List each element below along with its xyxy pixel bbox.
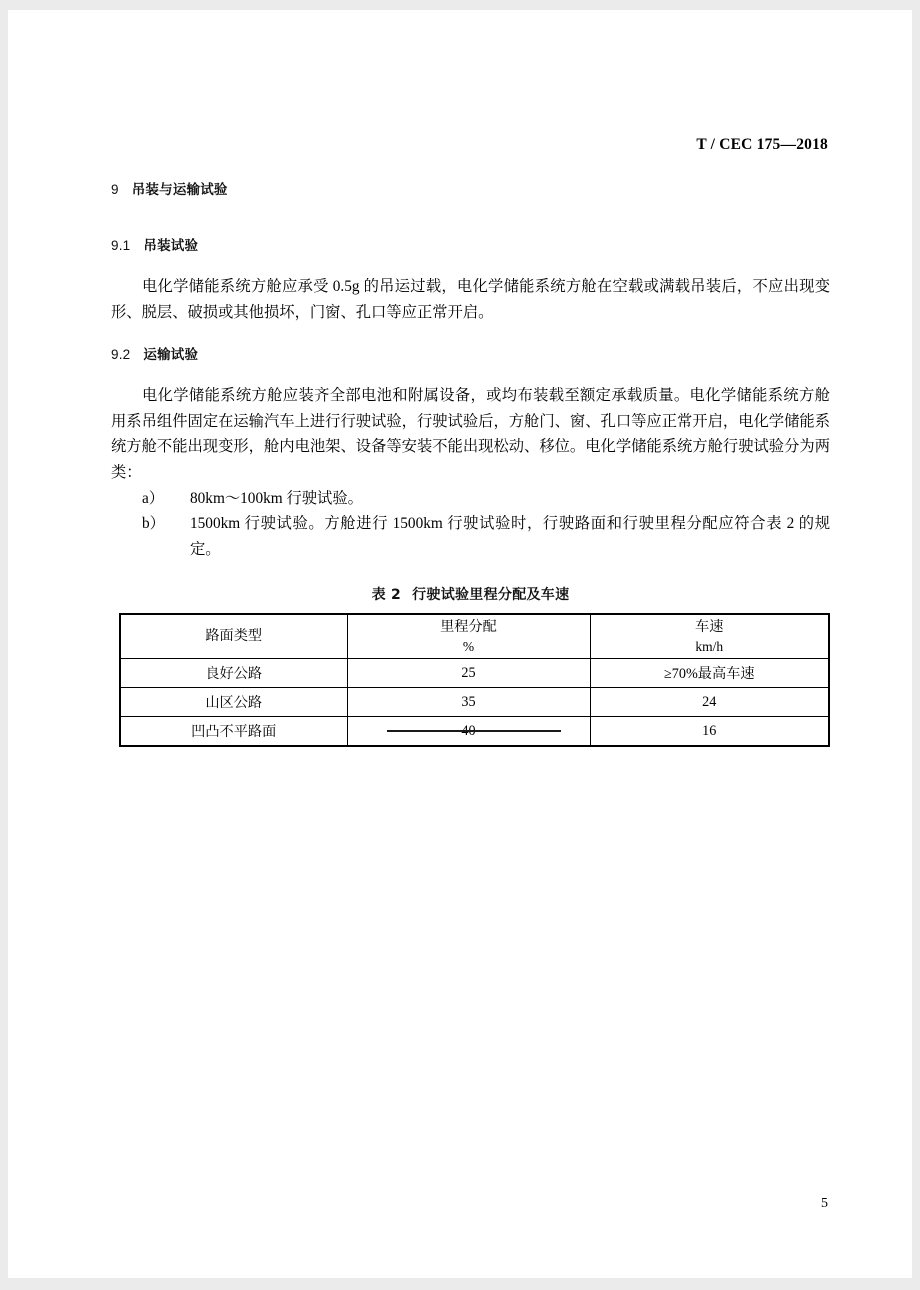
column-header-road-type xyxy=(120,614,347,659)
list-9-2 xyxy=(111,486,830,563)
clause-heading-9-2 xyxy=(111,343,830,363)
paragraph-9-1: 电化学储能系统方舱应承受 0.5g 的吊运过载，电化学储能系统方舱在空载或满载吊装后，不应出现变形、脱层、破损或其他损坏，门窗、孔口等应正常开启。 xyxy=(111,278,830,321)
table-row xyxy=(120,659,829,688)
clause-number-9: 9 xyxy=(111,182,119,197)
table-header-row xyxy=(120,614,829,659)
cell-speed: 16 xyxy=(590,717,829,747)
cell-mileage-share: 35 xyxy=(347,688,590,717)
column-header-unit: % xyxy=(462,638,475,654)
column-header-label: 路面类型 xyxy=(205,628,263,645)
cell-mileage-share: 40 xyxy=(347,717,590,747)
standard-id: T / CEC 175—2018 xyxy=(696,136,828,153)
page-number: 5 xyxy=(821,1196,828,1211)
clause-heading-9 xyxy=(111,178,830,198)
paragraph-9-2: 电化学储能系统方舱应装齐全部电池和附属设备，或均布装载至额定承载质量。电化学储能系统方舱用系吊组件固定在运输汽车上进行行驶试验，行驶试验后，方舱门、窗、孔口等应正常开启，电化学储能系统方舱不能出现变形，舱内电池架、设备等安装不能出现松动、移位。电化学储能系统方舱行驶试验分为两类： xyxy=(111,387,830,481)
table-row xyxy=(120,688,829,717)
clause-title-9: 吊装与运输试验 xyxy=(131,182,228,198)
clause-number-9-1: 9.1 xyxy=(111,238,131,253)
list-marker-label: a） xyxy=(142,489,165,507)
cell-mileage-share: 25 xyxy=(347,659,590,688)
cell-road-type: 凹凸不平路面 xyxy=(120,717,347,747)
list-item-text: 1500km 行驶试验。方舱进行 1500km 行驶试验时，行驶路面和行驶里程分配应符合表 2 的规定。 xyxy=(190,515,830,558)
section-end-rule xyxy=(387,730,561,732)
table-caption xyxy=(111,584,830,604)
table-caption-number: 表 2 xyxy=(371,587,402,604)
document-body xyxy=(111,178,830,747)
spacer xyxy=(111,363,830,383)
cell-road-type: 山区公路 xyxy=(120,688,347,717)
column-header-label: 车速 xyxy=(695,618,724,635)
list-marker xyxy=(142,486,190,512)
column-header-label: 里程分配 xyxy=(440,618,497,635)
list-item xyxy=(142,486,830,512)
spacer xyxy=(111,198,830,234)
clause-number-9-2: 9.2 xyxy=(111,347,131,363)
clause-title-9-2: 运输试验 xyxy=(143,347,199,364)
cell-speed: ≥70%最高车速 xyxy=(590,659,829,688)
list-item xyxy=(142,511,830,562)
cell-road-type: 良好公路 xyxy=(120,659,347,688)
document-page xyxy=(8,10,912,1278)
cell-speed: 24 xyxy=(590,688,829,717)
table-caption-title: 行驶试验里程分配及车速 xyxy=(412,587,570,604)
spacer xyxy=(111,254,830,274)
clause-title-9-1: 吊装试验 xyxy=(143,238,199,254)
column-header-speed xyxy=(590,614,829,659)
running-header xyxy=(696,136,828,154)
spacer xyxy=(111,325,830,343)
list-marker-label: b） xyxy=(142,515,165,533)
list-marker xyxy=(142,511,190,537)
list-item-text: 80km～100km 行驶试验。 xyxy=(190,489,363,507)
clause-heading-9-1 xyxy=(111,234,830,254)
mileage-speed-table xyxy=(119,613,830,747)
column-header-unit: km/h xyxy=(695,638,724,654)
column-header-mileage-share xyxy=(347,614,590,659)
